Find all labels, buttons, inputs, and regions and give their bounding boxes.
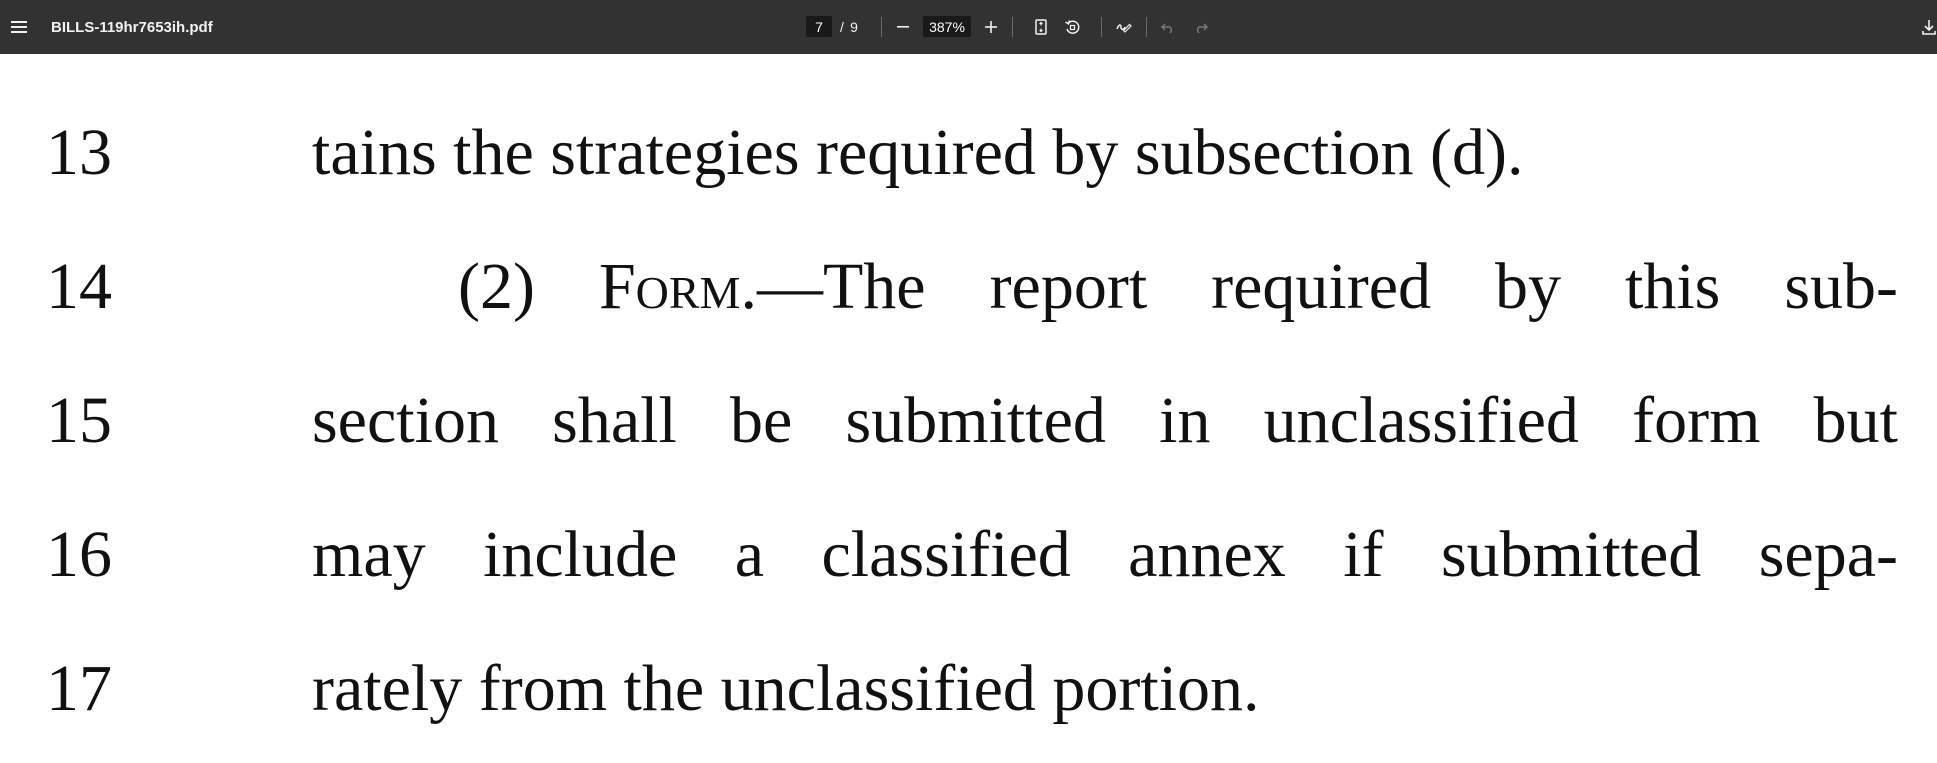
line-number: 15: [46, 384, 112, 457]
document-line: [0, 86, 1937, 220]
section-heading: Form: [598, 250, 741, 323]
line-number: 13: [46, 116, 112, 189]
line-number: 17: [46, 652, 112, 725]
zoom-in-button[interactable]: [979, 0, 1003, 54]
toolbar-divider: [1101, 17, 1102, 37]
pdf-toolbar: [0, 0, 1937, 54]
line-text: [458, 220, 1898, 354]
page-separator: /: [840, 19, 844, 35]
line-text: rately from the unclassified portion.: [312, 652, 1260, 725]
line-text-body: .—The report required by this sub-: [740, 250, 1898, 323]
redo-button[interactable]: [1190, 0, 1212, 54]
minus-icon: [897, 21, 909, 33]
annotate-pen-icon: [1116, 20, 1132, 34]
rotate-icon: [1064, 19, 1080, 35]
document-line: [0, 354, 1937, 488]
hamburger-menu-icon: [11, 21, 27, 33]
line-text: section shall be submitted in unclassified form but: [312, 384, 1898, 457]
zoom-level-input[interactable]: [923, 16, 971, 37]
document-title: BILLS-119hr7653ih.pdf: [51, 18, 213, 36]
line-number: 16: [46, 518, 112, 591]
toolbar-divider: [881, 17, 882, 37]
menu-button[interactable]: [4, 0, 34, 54]
paragraph-number: (2): [458, 250, 599, 323]
line-number: 14: [46, 250, 112, 323]
line-text: may include a classified annex if submitted sepa-: [312, 518, 1898, 591]
undo-icon: [1161, 21, 1175, 33]
document-line: [0, 488, 1937, 622]
annotate-button[interactable]: [1112, 0, 1136, 54]
total-pages: 9: [850, 19, 858, 35]
document-line: [0, 220, 1937, 354]
rotate-button[interactable]: [1060, 0, 1084, 54]
redo-icon: [1194, 21, 1208, 33]
pdf-page: [0, 54, 1937, 763]
fit-page-icon: [1035, 19, 1047, 35]
page-number-input[interactable]: [806, 16, 832, 37]
zoom-out-button[interactable]: [891, 0, 915, 54]
line-text: tains the strategies required by subsection (d).: [312, 116, 1524, 189]
fit-to-page-button[interactable]: [1030, 0, 1052, 54]
toolbar-divider: [1146, 17, 1147, 37]
plus-icon: [985, 21, 997, 33]
toolbar-divider: [1012, 17, 1013, 37]
undo-button[interactable]: [1157, 0, 1179, 54]
document-line: [0, 622, 1937, 756]
download-button[interactable]: [1918, 0, 1937, 54]
download-icon: [1922, 19, 1936, 35]
